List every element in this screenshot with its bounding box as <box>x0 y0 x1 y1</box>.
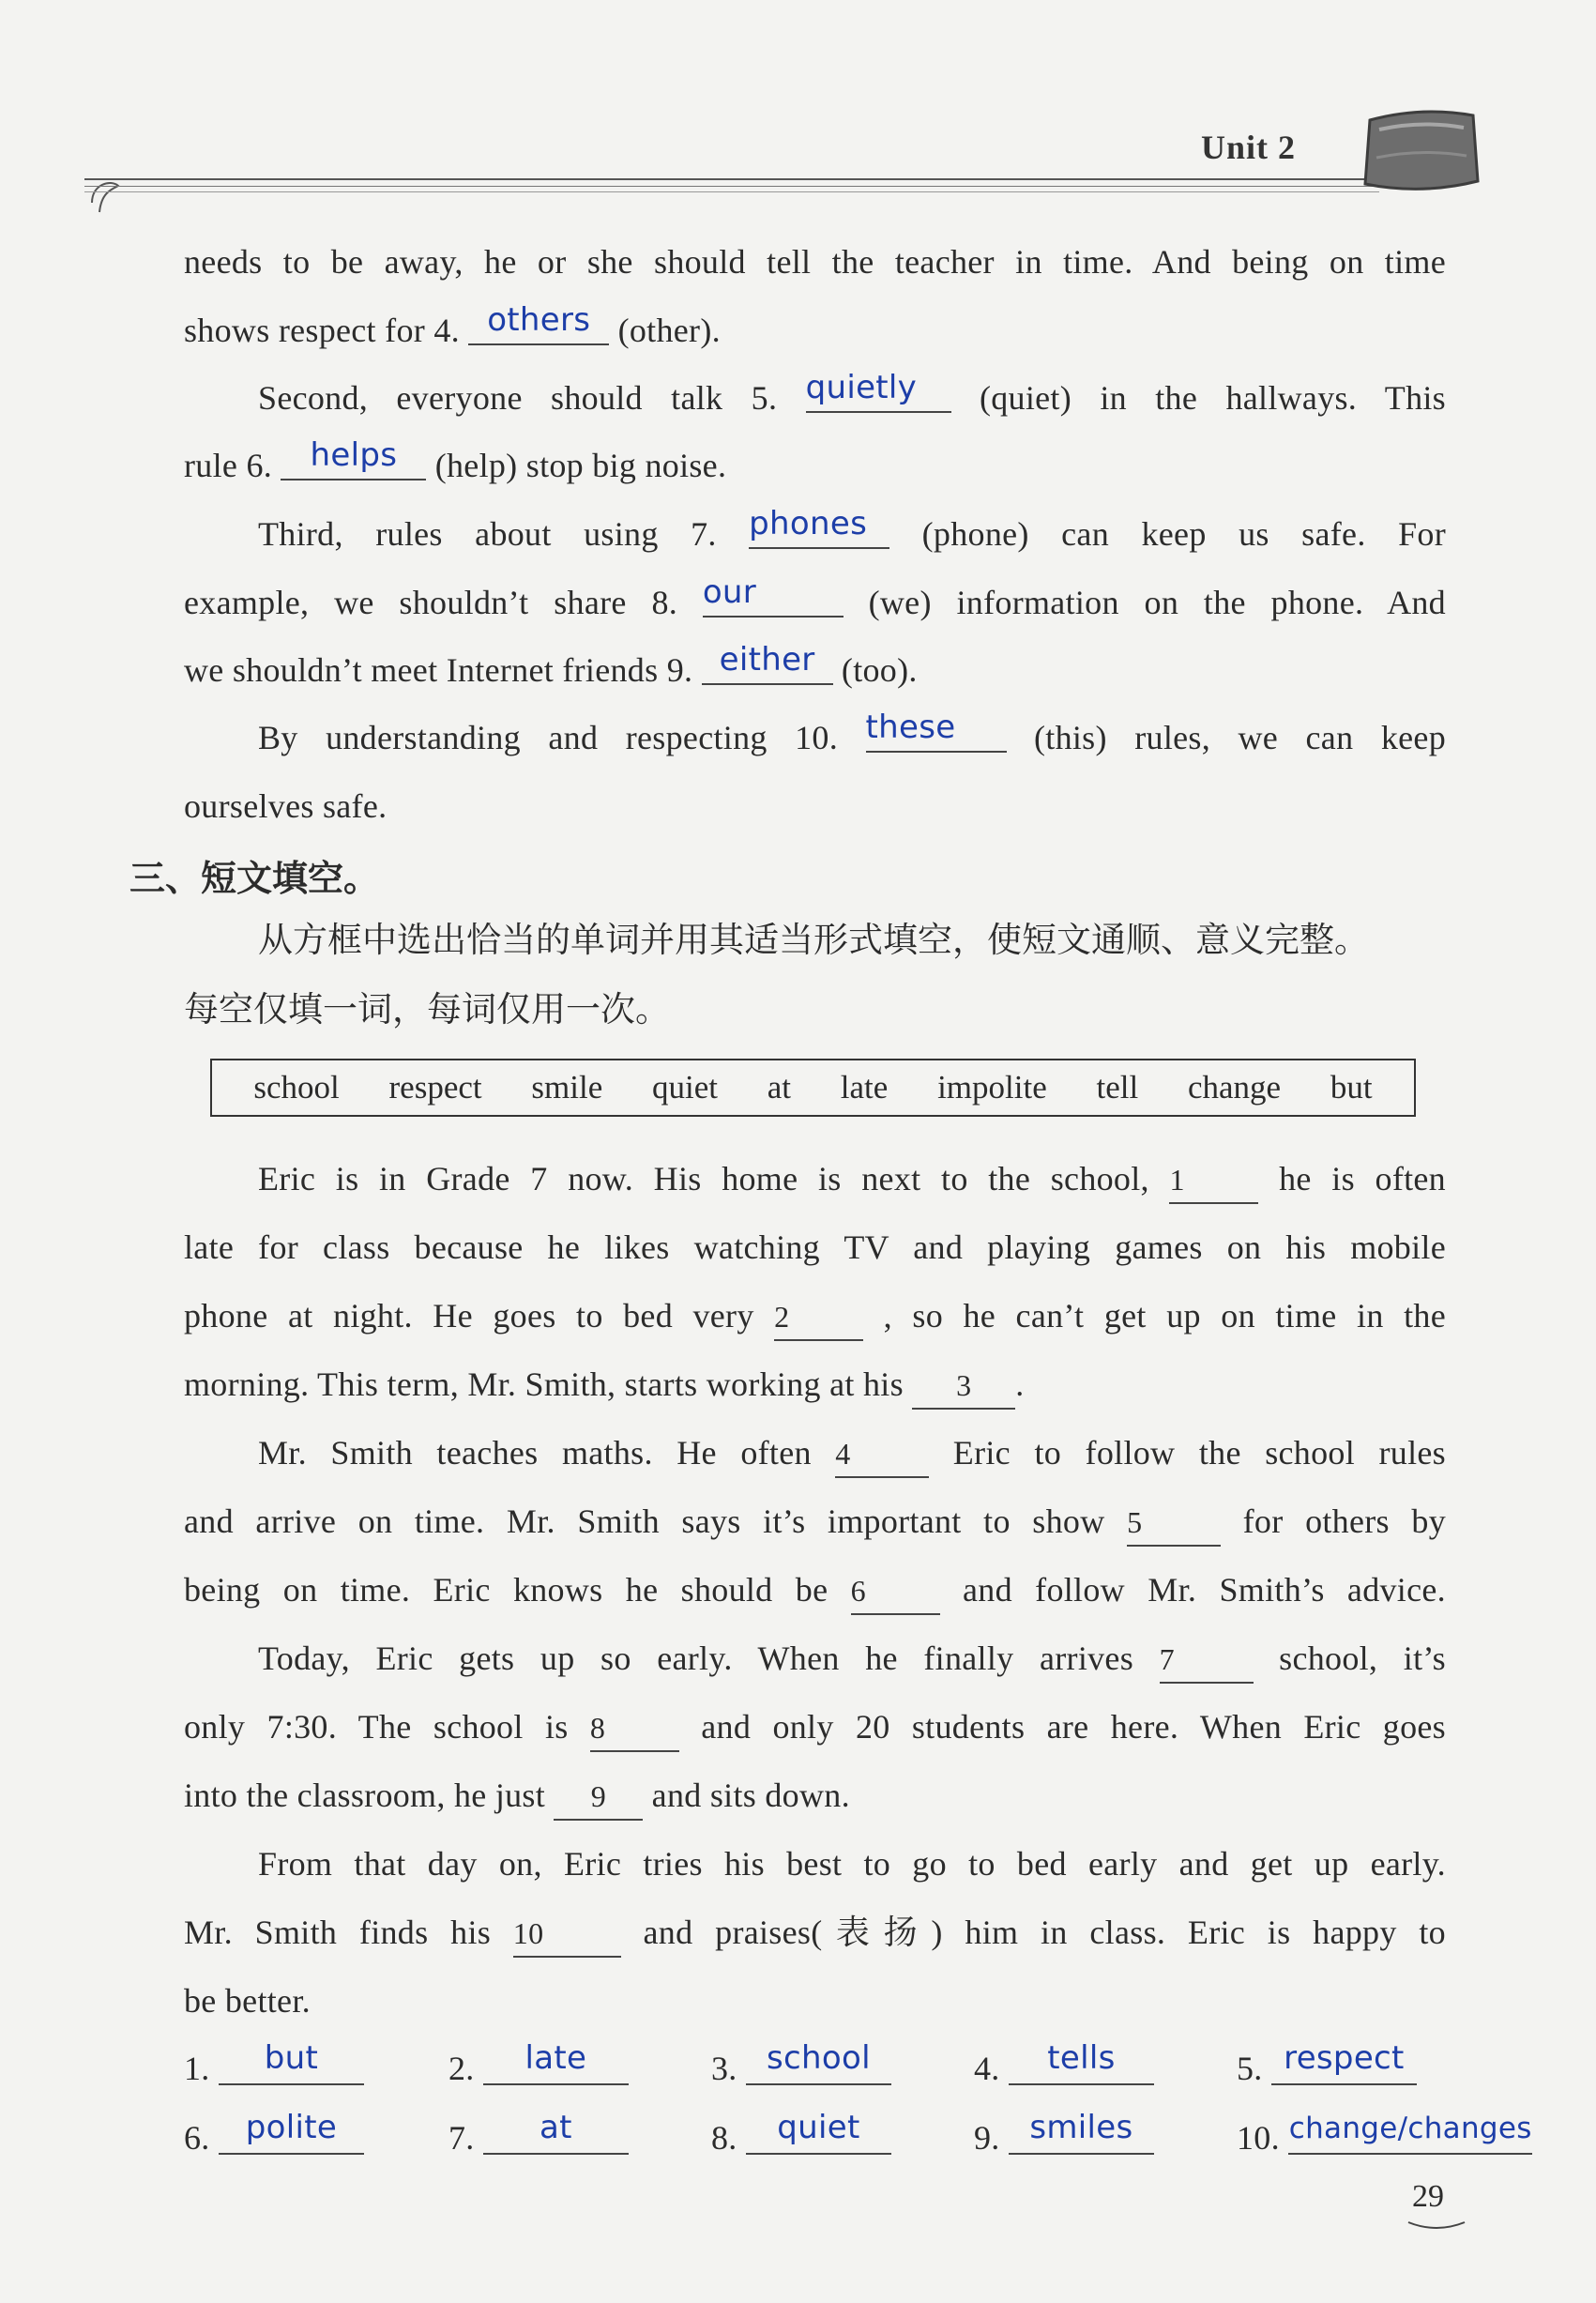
gap-4: 4 <box>835 1431 929 1478</box>
passage-b-line: From that day on, Eric tries his best to go to bed early and get up early. <box>258 1845 1446 1883</box>
word-box-item: but <box>1330 1069 1373 1106</box>
passage-a-line-8 <box>258 709 1446 760</box>
answer-10 <box>1237 2112 1532 2160</box>
passage-b-line <box>184 1773 1446 1821</box>
passage-a-line-2 <box>184 301 1446 353</box>
answer-number: 3. <box>711 2050 737 2087</box>
passage-a-line-9: ourselves safe. <box>184 787 388 825</box>
text: example, we shouldn’t share 8. <box>184 584 678 621</box>
answer-blank <box>219 2039 364 2085</box>
answer-blank <box>219 2109 364 2155</box>
text: Mr. Smith finds his <box>184 1914 492 1951</box>
answer-text: but <box>264 2039 319 2077</box>
text: . <box>1015 1365 1025 1403</box>
instruction-line-1: 从方框中选出恰当的单词并用其适当形式填空，使短文通顺、意义完整。 <box>258 920 1369 960</box>
answer-2 <box>448 2039 629 2091</box>
passage-b-line <box>184 1362 1446 1410</box>
answer-4 <box>974 2039 1154 2091</box>
passage-b-line <box>184 1293 1446 1341</box>
answer-text: respect <box>1284 2039 1405 2077</box>
answer-blank-4 <box>468 301 609 345</box>
answer-blank-5 <box>805 369 951 413</box>
answer-blank-7 <box>749 505 889 549</box>
answer-blank-9 <box>702 641 833 685</box>
text: Eric to follow the school rules <box>952 1434 1446 1472</box>
answer-text: phones <box>749 505 868 542</box>
gap-2: 2 <box>774 1294 863 1341</box>
answer-text: school <box>767 2039 871 2077</box>
text: Eric is in Grade 7 now. His home is next to the school, <box>258 1160 1149 1197</box>
answer-text: others <box>487 301 591 339</box>
word-box-item: impolite <box>937 1069 1047 1106</box>
passage-b-line <box>258 1430 1446 1478</box>
header-rule-3 <box>84 191 1379 192</box>
answer-number: 9. <box>974 2119 1000 2157</box>
text: (phone) can keep us safe. For <box>921 515 1446 553</box>
text: only 7:30. The school is <box>184 1708 569 1746</box>
answer-text: at <box>540 2109 572 2146</box>
text: and only 20 students are here. When Eric goes <box>701 1708 1446 1746</box>
gap-8: 8 <box>590 1705 679 1752</box>
page-number: 29 <box>1412 2179 1444 2214</box>
text: (this) rules, we can keep <box>1033 719 1446 756</box>
answer-text: quietly <box>805 369 918 406</box>
word-box <box>210 1059 1416 1117</box>
answer-5 <box>1237 2039 1417 2091</box>
answer-number: 8. <box>711 2119 737 2157</box>
unit-badge-icon <box>1356 101 1487 205</box>
text: and follow Mr. Smith’s advice. <box>962 1571 1446 1609</box>
answer-1 <box>184 2039 364 2091</box>
text: phone at night. He goes to bed very <box>184 1297 754 1335</box>
answer-blank-10 <box>865 709 1007 753</box>
answer-blank <box>1009 2039 1154 2085</box>
text: shows respect for 4. <box>184 312 460 349</box>
instruction-line-2: 每空仅填一词，每词仅用一次。 <box>184 989 670 1029</box>
answer-number: 7. <box>448 2119 475 2157</box>
text: , so he can’t get up on time in the <box>883 1297 1446 1335</box>
header-rule-2 <box>84 186 1379 187</box>
text: school, it’s <box>1279 1640 1446 1677</box>
answer-text: quiet <box>777 2109 860 2146</box>
unit-title: Unit 2 <box>1201 129 1297 166</box>
answer-text: either <box>719 641 815 679</box>
text: into the classroom, he just <box>184 1777 546 1814</box>
answer-number: 4. <box>974 2050 1000 2087</box>
answer-number: 2. <box>448 2050 475 2087</box>
gap-6: 6 <box>851 1568 940 1615</box>
header-rule <box>84 178 1379 180</box>
section-title: 三、短文填空。 <box>129 858 380 899</box>
answer-text: change/changes <box>1288 2112 1532 2145</box>
passage-a-line-3 <box>258 369 1446 420</box>
answer-blank <box>746 2109 891 2155</box>
answer-text: our <box>702 573 757 611</box>
passage-a-line-4 <box>184 436 1446 488</box>
answer-3 <box>711 2039 891 2091</box>
gap-9: 9 <box>554 1774 643 1821</box>
word-box-item: respect <box>388 1069 482 1106</box>
answer-blank-8 <box>702 573 844 618</box>
answer-text: smiles <box>1029 2109 1133 2146</box>
passage-b-line: late for class because he likes watching TV and playing games on his mobile <box>184 1228 1446 1266</box>
passage-b-line <box>184 1704 1446 1752</box>
answer-blank <box>1271 2039 1417 2085</box>
answer-number: 5. <box>1237 2050 1263 2087</box>
answer-blank <box>483 2039 629 2085</box>
word-box-item: at <box>767 1069 792 1106</box>
answer-blank <box>746 2039 891 2085</box>
text: and sits down. <box>651 1777 850 1814</box>
passage-b-line <box>184 1567 1446 1615</box>
passage-a-line-1: needs to be away, he or she should tell the teacher in time. And being on time <box>184 243 1446 281</box>
text: (we) information on the phone. And <box>868 584 1446 621</box>
answer-text: late <box>524 2039 587 2077</box>
answer-text: polite <box>245 2109 338 2146</box>
text: (help) stop big noise. <box>434 447 727 484</box>
answer-text: helps <box>310 436 398 474</box>
text: Third, rules about using 7. <box>258 515 717 553</box>
text: Second, everyone should talk 5. <box>258 379 778 417</box>
passage-a-line-5 <box>258 505 1446 557</box>
text: (other). <box>617 312 721 349</box>
answer-text: these <box>865 709 956 746</box>
answer-number: 10. <box>1237 2119 1280 2157</box>
answer-7 <box>448 2109 629 2160</box>
text: for others by <box>1242 1502 1446 1540</box>
passage-b-line <box>258 1636 1446 1684</box>
text: being on time. Eric knows he should be <box>184 1571 828 1609</box>
word-box-item: quiet <box>652 1069 718 1106</box>
text: rule 6. <box>184 447 273 484</box>
text: Today, Eric gets up so early. When he finally arrives <box>258 1640 1134 1677</box>
gap-5: 5 <box>1127 1500 1221 1547</box>
text: By understanding and respecting 10. <box>258 719 839 756</box>
passage-b-line: be better. <box>184 1982 311 2020</box>
gap-10: 10 <box>513 1911 621 1958</box>
gap-1: 1 <box>1169 1157 1258 1204</box>
answer-blank <box>1009 2109 1154 2155</box>
answer-number: 1. <box>184 2050 210 2087</box>
answer-blank-6 <box>281 436 426 480</box>
answer-6 <box>184 2109 364 2160</box>
passage-b-line <box>258 1156 1446 1204</box>
gap-7: 7 <box>1160 1637 1254 1684</box>
text: morning. This term, Mr. Smith, starts working at his <box>184 1365 904 1403</box>
word-box-item: tell <box>1096 1069 1139 1106</box>
text: he is often <box>1279 1160 1446 1197</box>
text: (too). <box>841 651 918 689</box>
decorative-swirl-icon <box>83 165 139 221</box>
answer-blank <box>483 2109 629 2155</box>
answer-8 <box>711 2109 891 2160</box>
passage-a-line-6 <box>184 573 1446 625</box>
answer-text: tells <box>1047 2039 1116 2077</box>
passage-a-line-7 <box>184 641 1446 693</box>
answer-9 <box>974 2109 1154 2160</box>
text: and arrive on time. Mr. Smith says it’s important to show <box>184 1502 1105 1540</box>
answer-number: 6. <box>184 2119 210 2157</box>
word-box-item: smile <box>531 1069 603 1106</box>
text: (quiet) in the hallways. This <box>979 379 1446 417</box>
answer-blank <box>1288 2112 1532 2155</box>
word-box-item: school <box>253 1069 340 1106</box>
text: and praises(表扬) him in class. Eric is happy to <box>643 1914 1446 1951</box>
passage-b-line <box>184 1499 1446 1547</box>
word-box-item: change <box>1187 1069 1282 1106</box>
text: Mr. Smith teaches maths. He often <box>258 1434 812 1472</box>
gap-3: 3 <box>912 1363 1015 1410</box>
word-box-item: late <box>840 1069 889 1106</box>
text: we shouldn’t meet Internet friends 9. <box>184 651 693 689</box>
passage-b-line <box>184 1910 1446 1958</box>
